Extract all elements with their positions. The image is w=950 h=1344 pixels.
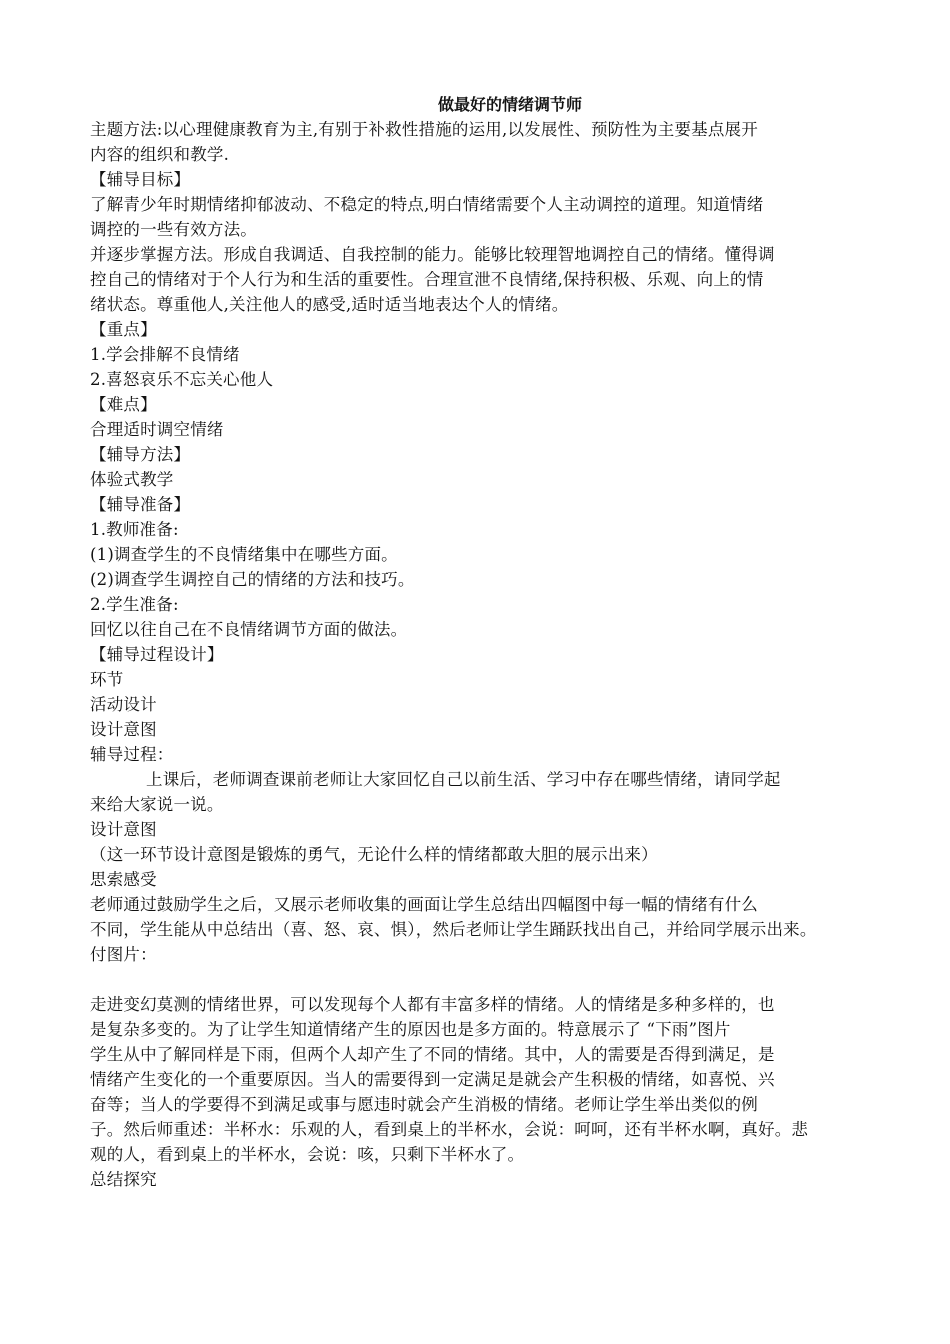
goals-line-4: 控自己的情绪对于个人行为和生活的重要性。合理宣泄不良情绪,保持积极、乐观、向上的情 bbox=[90, 270, 764, 289]
reflection-line-1: 老师通过鼓励学生之后，又展示老师收集的画面让学生总结出四幅图中每一幅的情绪有什么 bbox=[90, 895, 758, 914]
section-heading-preparation: 【辅导准备】 bbox=[90, 495, 191, 514]
emotion-paragraph-line-6: 子。然后师重述：半杯水：乐观的人，看到桌上的半杯水，会说：呵呵，还有半杯水啊，真好。悲 bbox=[90, 1120, 809, 1139]
key-point-1: 1.学会排解不良情绪 bbox=[90, 345, 240, 364]
process-label-stage: 环节 bbox=[90, 670, 124, 689]
method-text: 体验式教学 bbox=[90, 470, 174, 489]
theme-method-line-1: 主题方法:以心理健康教育为主,有别于补救性措施的运用,以发展性、预防性为主要基点展开 bbox=[90, 120, 758, 139]
reflection-line-2: 不同，学生能从中总结出（喜、怒、哀、惧），然后老师让学生踊跃找出自己，并给同学展示出来。 bbox=[90, 920, 817, 939]
emotion-paragraph-line-7: 观的人，看到桌上的半杯水，会说：咳，只剩下半杯水了。 bbox=[90, 1145, 525, 1164]
section-heading-difficulty: 【难点】 bbox=[90, 395, 157, 414]
process-label-activity: 活动设计 bbox=[90, 695, 157, 714]
goals-line-2: 调控的一些有效方法。 bbox=[90, 220, 257, 239]
section-heading-process: 【辅导过程设计】 bbox=[90, 645, 224, 664]
document-page bbox=[90, 92, 870, 1192]
reflection-heading: 思索感受 bbox=[90, 870, 157, 889]
intent-heading: 设计意图 bbox=[90, 820, 157, 839]
emotion-paragraph-line-4: 情绪产生变化的一个重要原因。当人的需要得到一定满足是就会产生积极的情绪，如喜悦、兴 bbox=[90, 1070, 775, 1089]
process-label-intent: 设计意图 bbox=[90, 720, 157, 739]
student-prep-heading: 2.学生准备: bbox=[90, 595, 179, 614]
blank-line bbox=[90, 967, 870, 992]
process-label-procedure: 辅导过程： bbox=[90, 745, 174, 764]
section-heading-goals: 【辅导目标】 bbox=[90, 170, 191, 189]
key-point-2: 2.喜怒哀乐不忘关心他人 bbox=[90, 370, 274, 389]
teacher-prep-heading: 1.教师准备: bbox=[90, 520, 179, 539]
emotion-paragraph-line-5: 奋等；当人的学要得不到满足或事与愿违时就会产生消极的情绪。老师让学生举出类似的例 bbox=[90, 1095, 758, 1114]
teacher-prep-item-1: (1)调查学生的不良情绪集中在哪些方面。 bbox=[90, 545, 398, 564]
student-prep-text: 回忆以往自己在不良情绪调节方面的做法。 bbox=[90, 620, 408, 639]
goals-line-1: 了解青少年时期情绪抑郁波动、不稳定的特点,明白情绪需要个人主动调控的道理。知道情绪 bbox=[90, 195, 764, 214]
emotion-paragraph-line-3: 学生从中了解同样是下雨，但两个人却产生了不同的情绪。其中，人的需要是否得到满足，是 bbox=[90, 1045, 775, 1064]
process-paragraph-line-2: 来给大家说一说。 bbox=[90, 795, 224, 814]
goals-line-3: 并逐步掌握方法。形成自我调适、自我控制的能力。能够比较理智地调控自己的情绪。懂得调 bbox=[90, 245, 775, 264]
goals-line-5: 绪状态。尊重他人,关注他人的感受,适时适当地表达个人的情绪。 bbox=[90, 295, 569, 314]
process-paragraph-line-1: 上课后，老师调查课前老师让大家回忆自己以前生活、学习中存在哪些情绪，请同学起 bbox=[146, 770, 781, 789]
teacher-prep-item-2: (2)调查学生调控自己的情绪的方法和技巧。 bbox=[90, 570, 415, 589]
section-heading-key-points: 【重点】 bbox=[90, 320, 157, 339]
section-heading-method: 【辅导方法】 bbox=[90, 445, 191, 464]
emotion-paragraph-line-2: 是复杂多变的。为了让学生知道情绪产生的原因也是多方面的。特意展示了 “下雨”图片 bbox=[90, 1020, 731, 1039]
document-title: 做最好的情绪调节师 bbox=[437, 95, 582, 114]
theme-method-line-2: 内容的组织和教学. bbox=[90, 145, 230, 164]
intent-text: （这一环节设计意图是锻炼的勇气，无论什么样的情绪都敢大胆的展示出来） bbox=[90, 845, 658, 864]
emotion-paragraph-line-1: 走进变幻莫测的情绪世界，可以发现每个人都有丰富多样的情绪。人的情绪是多种多样的，也 bbox=[90, 995, 775, 1014]
attached-images-label: 付图片： bbox=[90, 945, 157, 964]
difficulty-text: 合理适时调空情绪 bbox=[90, 420, 224, 439]
summary-heading: 总结探究 bbox=[90, 1170, 157, 1189]
